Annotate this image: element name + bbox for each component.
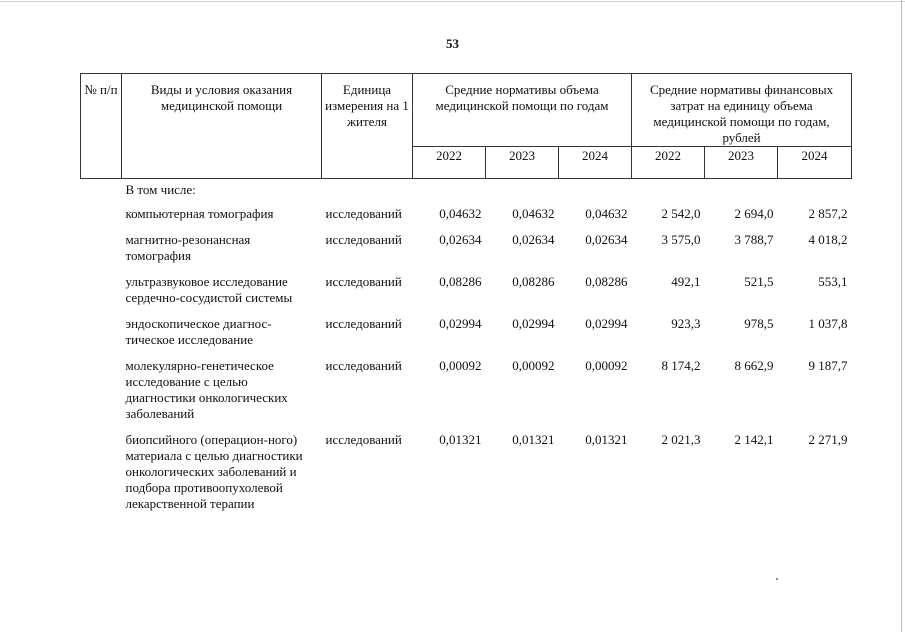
- row-volume-2024: 0,02634: [585, 232, 628, 247]
- table-row: [81, 428, 852, 518]
- row-finance-2023: 2 142,1: [734, 432, 774, 447]
- header-finance: Средние нормативы финансовых затрат на единицу объема медицинской помощи по годам, рублей: [632, 74, 852, 147]
- table-row: [81, 354, 852, 428]
- row-finance-2024: 1 037,8: [808, 316, 848, 331]
- table-row: [81, 270, 852, 312]
- subheading-label: В том числе:: [125, 182, 196, 197]
- row-finance-2023: 521,5: [744, 274, 774, 289]
- row-finance-2024: 4 018,2: [808, 232, 848, 247]
- header-volume: Средние нормативы объема медицинской помощи по годам: [413, 74, 632, 147]
- row-volume-2022: 0,02994: [439, 316, 482, 331]
- header-volume-year-2022: 2022: [413, 147, 486, 179]
- row-volume-2024: 0,00092: [585, 358, 628, 373]
- header-unit: Единица измерения на 1 жителя: [322, 74, 413, 179]
- table-row-subheading: [81, 179, 852, 203]
- row-name: молекулярно-генетическое исследование с целью диагностики онкологических заболеваний: [125, 358, 288, 421]
- row-volume-2022: 0,00092: [439, 358, 482, 373]
- row-volume-2023: 0,02994: [512, 316, 555, 331]
- row-finance-2023: 978,5: [744, 316, 774, 331]
- header-volume-year-2023: 2023: [486, 147, 559, 179]
- row-finance-2023: 3 788,7: [734, 232, 774, 247]
- row-finance-2022: 492,1: [671, 274, 701, 289]
- page-top-edge: [0, 1, 905, 2]
- header-finance-year-2024: 2024: [778, 147, 852, 179]
- header-num: № п/п: [81, 74, 122, 179]
- table-row: [81, 202, 852, 228]
- norms-table: [80, 73, 852, 518]
- scan-speck: [776, 578, 778, 580]
- row-volume-2022: 0,08286: [439, 274, 482, 289]
- row-finance-2024: 9 187,7: [808, 358, 848, 373]
- header-volume-year-2024: 2024: [559, 147, 632, 179]
- row-volume-2023: 0,01321: [512, 432, 555, 447]
- header-finance-year-2023: 2023: [705, 147, 778, 179]
- row-name: компьютерная томография: [125, 206, 274, 221]
- row-finance-2024: 2 271,9: [808, 432, 848, 447]
- row-unit: исследований: [325, 316, 402, 331]
- header-kind: Виды и условия оказания медицинской помощи: [122, 74, 322, 179]
- row-volume-2022: 0,02634: [439, 232, 482, 247]
- header-finance-year-2022: 2022: [632, 147, 705, 179]
- row-volume-2024: 0,04632: [585, 206, 628, 221]
- row-finance-2023: 8 662,9: [734, 358, 774, 373]
- row-finance-2022: 3 575,0: [661, 232, 701, 247]
- row-volume-2022: 0,01321: [439, 432, 482, 447]
- row-volume-2023: 0,00092: [512, 358, 555, 373]
- row-finance-2024: 553,1: [818, 274, 848, 289]
- row-finance-2023: 2 694,0: [734, 206, 774, 221]
- row-volume-2023: 0,02634: [512, 232, 555, 247]
- row-name: биопсийного (операцион-ного) материала с целью диагностики онкологических заболеваний и подбора противоопухолевой лекарственной терапии: [125, 432, 303, 511]
- row-finance-2022: 2 021,3: [661, 432, 701, 447]
- row-finance-2022: 923,3: [671, 316, 701, 331]
- row-volume-2024: 0,01321: [585, 432, 628, 447]
- row-volume-2024: 0,02994: [585, 316, 628, 331]
- page-number: 53: [446, 36, 459, 51]
- row-unit: исследований: [325, 206, 402, 221]
- table-row: [81, 312, 852, 354]
- row-finance-2022: 2 542,0: [661, 206, 701, 221]
- row-unit: исследований: [325, 432, 402, 447]
- row-volume-2022: 0,04632: [439, 206, 482, 221]
- table-row: [81, 228, 852, 270]
- row-unit: исследований: [325, 274, 402, 289]
- row-name: магнитно-резонансная томография: [125, 232, 251, 263]
- row-volume-2024: 0,08286: [585, 274, 628, 289]
- row-volume-2023: 0,08286: [512, 274, 555, 289]
- row-volume-2023: 0,04632: [512, 206, 555, 221]
- row-unit: исследований: [325, 232, 402, 247]
- row-finance-2024: 2 857,2: [808, 206, 848, 221]
- page-right-edge: [901, 0, 902, 632]
- row-unit: исследований: [325, 358, 402, 373]
- row-finance-2022: 8 174,2: [661, 358, 701, 373]
- row-name: эндоскопическое диагнос-тическое исследование: [125, 316, 272, 347]
- row-name: ультразвуковое исследование сердечно-сосудистой системы: [125, 274, 293, 305]
